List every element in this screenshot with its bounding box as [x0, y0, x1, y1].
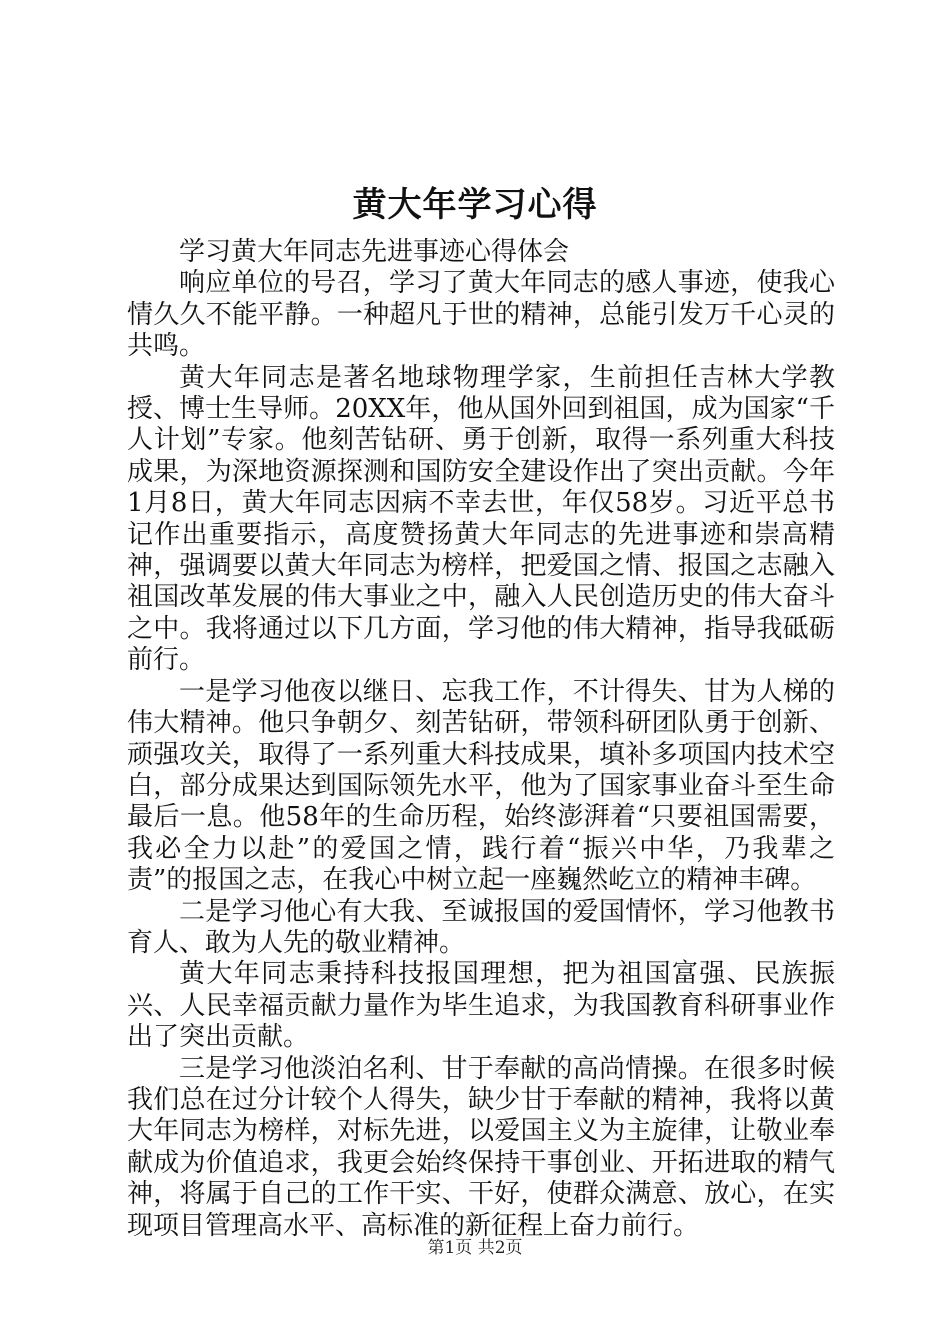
- paragraph: 黄大年同志秉持科技报国理想，把为祖国富强、民族振兴、人民幸福贡献力量作为毕生追求，为我国教育科研事业作出了突出贡献。: [127, 959, 835, 1053]
- page-number-footer: 第1页 共2页: [427, 1238, 523, 1258]
- paragraph: 二是学习他心有大我、至诚报国的爱国情怀，学习他教书育人、敢为人先的敬业精神。: [127, 896, 835, 958]
- paragraph: 一是学习他夜以继日、忘我工作，不计得失、甘为人梯的伟大精神。他只争朝夕、刻苦钻研，带领科研团队勇于创新、顽强攻关，取得了一系列重大科技成果，填补多项国内技术空白，部分成果达到国际领先水平，他为了国家事业奋斗至生命最后一息。他58年的生命历程，始终澎湃着“只要祖国需要，我必全力以赴”的爱国之情，践行着“振兴中华，乃我辈之责”的报国之志，在我心中树立起一座巍然屹立的精神丰碑。: [127, 676, 835, 896]
- paragraph: 学习黄大年同志先进事迹心得体会: [179, 237, 570, 267]
- paragraph: 黄大年同志是著名地球物理学家，生前担任吉林大学教授、博士生导师。20XX年，他从国外回到祖国，成为国家“千人计划”专家。他刻苦钻研、勇于创新，取得一系列重大科技成果，为深地资源探测和国防安全建设作出了突出贡献。今年1月8日，黄大年同志因病不幸去世，年仅58岁。习近平总书记作出重要指示，高度赞扬黄大年同志的先进事迹和崇高精神，强调要以黄大年同志为榜样，把爱国之情、报国之志融入祖国改革发展的伟大事业之中，融入人民创造历史的伟大奋斗之中。我将通过以下几方面，学习他的伟大精神，指导我砥砺前行。: [127, 362, 835, 676]
- paragraph: 响应单位的号召，学习了黄大年同志的感人事迹，使我心情久久不能平静。一种超凡于世的精神，总能引发万千心灵的共鸣。: [127, 268, 835, 362]
- document-title: 黄大年学习心得: [352, 185, 598, 225]
- document-body: [127, 237, 835, 1242]
- paragraph: 三是学习他淡泊名利、甘于奉献的高尚情操。在很多时候我们总在过分计较个人得失，缺少甘于奉献的精神，我将以黄大年同志为榜样，对标先进，以爱国主义为主旋律，让敬业奉献成为价值追求，我更会始终保持干事创业、开拓进取的精气神，将属于自己的工作干实、干好，使群众满意、放心，在实现项目管理高水平、高标准的新征程上奋力前行。: [127, 1053, 835, 1241]
